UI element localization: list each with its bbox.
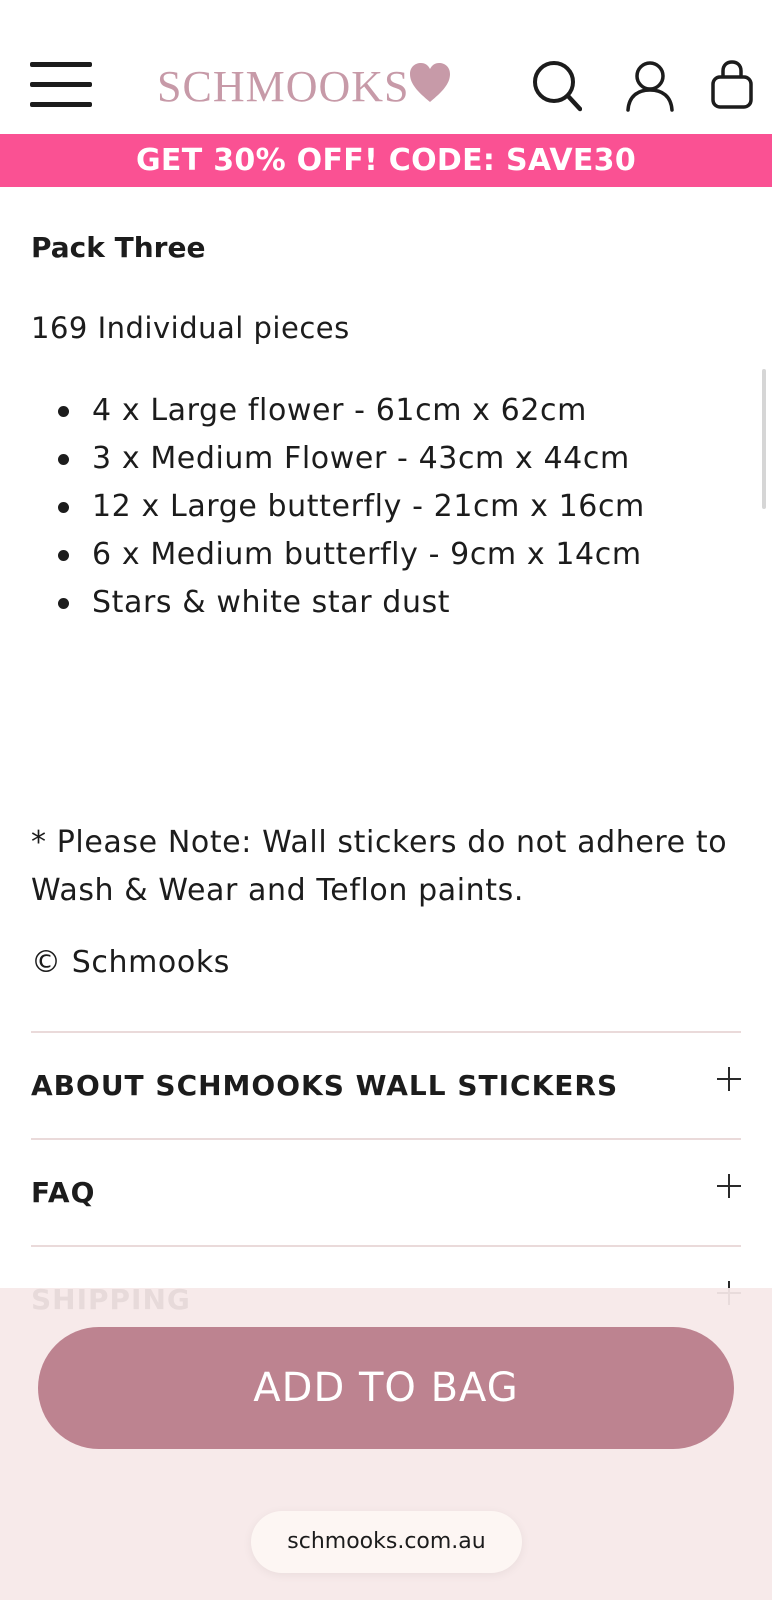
add-to-bag-button[interactable]: ADD TO BAG <box>38 1327 734 1449</box>
plus-icon[interactable] <box>717 1174 741 1198</box>
list-item: 12 x Large butterfly - 21cm x 16cm <box>31 483 645 531</box>
accordion-faq[interactable] <box>31 1138 741 1245</box>
copyright: © Schmooks <box>31 945 231 980</box>
list-item: 6 x Medium butterfly - 9cm x 14cm <box>31 531 645 579</box>
bag-icon[interactable] <box>710 60 754 110</box>
list-item: 4 x Large flower - 61cm x 62cm <box>31 387 645 435</box>
logo-text: SCHMOOKS <box>157 62 410 111</box>
menu-icon[interactable] <box>30 62 92 110</box>
address-bar[interactable] <box>251 1511 522 1573</box>
accordion-label: ABOUT SCHMOOKS WALL STICKERS <box>31 1069 619 1102</box>
site-logo[interactable] <box>157 62 452 112</box>
promo-text: GET 30% OFF! CODE: SAVE30 <box>136 143 636 178</box>
pieces-count: 169 Individual pieces <box>31 311 350 345</box>
site-header <box>0 0 772 134</box>
list-item: Stars & white star dust <box>31 579 645 627</box>
scrollbar[interactable] <box>762 369 766 509</box>
url-text: schmooks.com.au <box>287 1529 486 1554</box>
plus-icon[interactable] <box>717 1067 741 1091</box>
accordion-label: FAQ <box>31 1176 96 1209</box>
search-icon[interactable] <box>532 58 582 112</box>
spec-list <box>31 387 645 627</box>
accordion-about[interactable] <box>31 1031 741 1138</box>
promo-banner[interactable] <box>0 134 772 187</box>
paint-note: * Please Note: Wall stickers do not adhere to Wash & Wear and Teflon paints. <box>31 825 728 908</box>
list-item: 3 x Medium Flower - 43cm x 44cm <box>31 435 645 483</box>
heart-icon <box>408 62 452 104</box>
pack-title: Pack Three <box>31 231 206 264</box>
account-icon[interactable] <box>625 60 675 112</box>
